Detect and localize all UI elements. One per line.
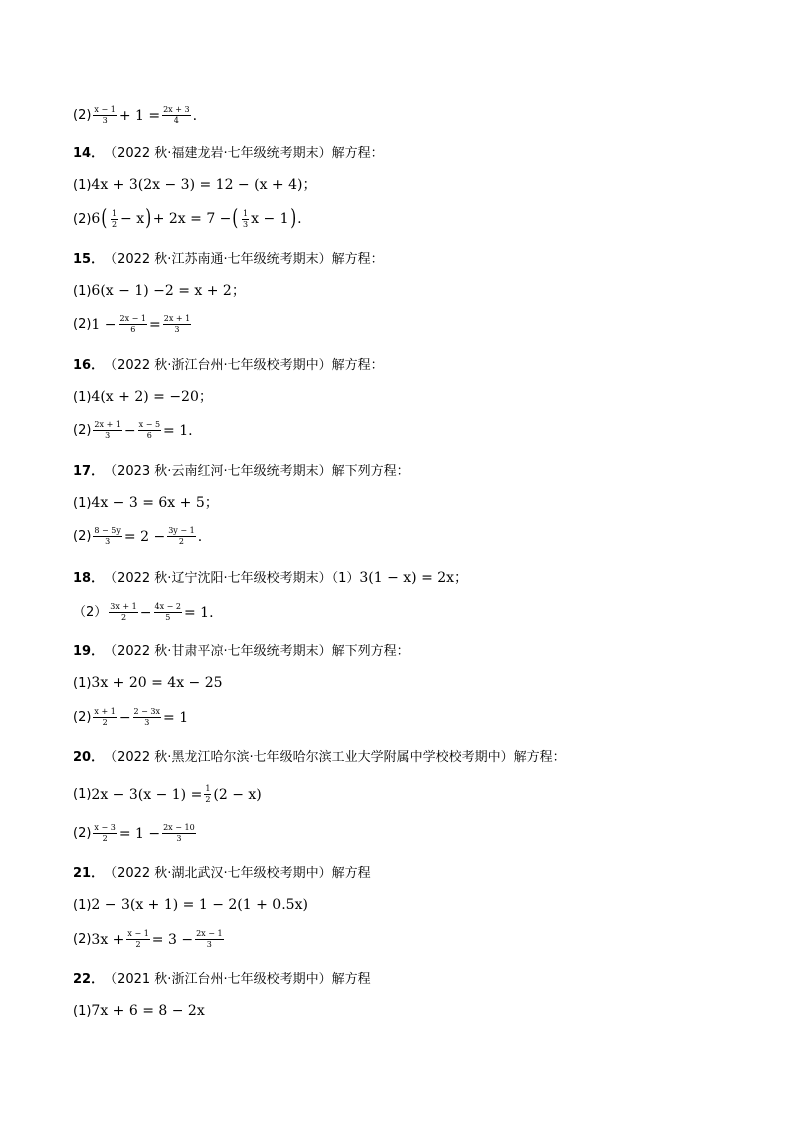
question-15 <box>73 253 384 266</box>
math-text: = 1. <box>183 604 214 621</box>
fraction: $\frac{x - 5}{6}$ <box>138 420 161 440</box>
question-text: （2022 秋·福建龙岩·七年级统考期末）解方程： <box>104 146 384 161</box>
item-prefix: (2) <box>73 108 92 123</box>
question-number: 20． <box>73 750 105 765</box>
math-text: . <box>297 211 302 227</box>
math-expression: 3(1 − x) = 2x； <box>359 570 469 586</box>
item-prefix: (1) <box>73 283 92 299</box>
fraction: $\frac{x - 3}{2}$ <box>94 823 116 843</box>
math-text: . <box>192 107 198 124</box>
equation-13-2 <box>73 106 197 125</box>
question-number: 15． <box>73 252 105 267</box>
equation-21-2 <box>73 930 226 949</box>
item-prefix: (1) <box>73 675 92 691</box>
item-prefix: (1) <box>73 897 92 913</box>
equation-20-2 <box>73 824 198 843</box>
question-text: （2022 秋·辽宁沈阳·七年级校考期末）（1） <box>104 570 360 586</box>
math-expression: 7x + 6 = 8 − 2x <box>91 1003 205 1019</box>
equation-16-2 <box>73 421 193 440</box>
fraction: $\frac{2x - 10}{3}$ <box>163 823 195 843</box>
math-text: . <box>197 528 203 545</box>
question-20 <box>73 751 566 764</box>
fraction: $\frac{2x + 3}{4}$ <box>163 105 190 125</box>
math-text: − <box>139 604 152 621</box>
left-paren: ( <box>101 206 108 231</box>
math-text: 3x + <box>91 931 125 948</box>
question-number: 18． <box>73 570 105 586</box>
fraction: $\frac{4x - 2}{5}$ <box>154 602 181 622</box>
equation-14-2 <box>73 208 302 230</box>
item-prefix: (1) <box>73 389 92 405</box>
item-prefix: (2) <box>73 211 92 227</box>
item-prefix: (2) <box>73 317 92 332</box>
question-text: （2022 秋·浙江台州·七年级校考期中）解方程： <box>104 358 384 373</box>
question-14 <box>73 147 384 160</box>
question-number: 22． <box>73 972 105 987</box>
equation-19-1 <box>73 676 223 690</box>
question-19 <box>73 645 410 658</box>
math-expression: 4x − 3 = 6x + 5； <box>91 495 219 511</box>
question-text: （2021 秋·浙江台州·七年级校考期中）解方程 <box>104 972 371 987</box>
fraction: $\frac{2x + 1}{3}$ <box>94 420 121 440</box>
math-text: + 2x = 7 − <box>152 211 232 227</box>
item-prefix: (2) <box>73 932 92 947</box>
item-prefix: (2) <box>73 710 92 725</box>
right-paren: ) <box>289 206 296 231</box>
equation-14-1 <box>73 178 316 192</box>
fraction: $\frac{x + 1}{2}$ <box>94 707 116 727</box>
math-text: 1 − <box>91 316 117 333</box>
question-21 <box>73 867 371 880</box>
question-18 <box>73 571 468 585</box>
item-prefix: (1) <box>73 787 92 802</box>
item-prefix: (1) <box>73 495 92 511</box>
question-number: 17． <box>73 464 105 479</box>
question-22 <box>73 973 371 986</box>
right-paren: ) <box>145 206 152 231</box>
item-prefix: (2) <box>73 529 92 544</box>
fraction: $\frac{x - 1}{2}$ <box>127 929 149 949</box>
item-prefix: (1) <box>73 1003 92 1019</box>
equation-21-1 <box>73 898 308 912</box>
question-number: 14． <box>73 146 105 161</box>
equation-22-1 <box>73 1004 205 1018</box>
math-text: − <box>123 422 136 439</box>
equation-17-1 <box>73 496 219 510</box>
fraction: $\frac{2x - 1}{3}$ <box>196 929 223 949</box>
question-number: 16． <box>73 358 105 373</box>
math-text: + 1 = <box>118 107 161 124</box>
equation-19-2 <box>73 708 188 727</box>
math-text: 6 <box>91 211 101 227</box>
fraction: $\frac{3x + 1}{2}$ <box>110 602 137 622</box>
fraction: $\frac{2x + 1}{3}$ <box>163 314 191 334</box>
math-text: − x <box>120 211 145 227</box>
math-expression: 4(x + 2) = −20； <box>91 389 213 405</box>
question-text: （2022 秋·甘肃平凉·七年级统考期末）解下列方程： <box>104 644 410 659</box>
equation-17-2 <box>73 527 202 546</box>
math-expression: 2 − 3(x + 1) = 1 − 2(1 + 0.5x) <box>91 897 308 913</box>
fraction: $\frac{2x - 1}{6}$ <box>119 314 146 334</box>
item-prefix: （2） <box>73 605 108 620</box>
fraction: $\frac{x - 1}{3}$ <box>94 105 116 125</box>
math-expression: 3x + 20 = 4x − 25 <box>91 675 223 691</box>
math-expression: 4x + 3(2x − 3) = 12 − (x + 4)； <box>91 177 317 193</box>
math-text: = 1 − <box>118 825 161 842</box>
math-text: − <box>118 709 131 726</box>
math-expression: 6(x − 1) −2 = x + 2； <box>91 283 246 299</box>
item-prefix: (2) <box>73 423 92 438</box>
math-text: = <box>149 316 161 333</box>
question-text: （2022 秋·湖北武汉·七年级校考期中）解方程 <box>104 866 371 881</box>
equation-20-1 <box>73 785 262 804</box>
fraction: $\frac{2 - 3x}{3}$ <box>133 707 161 727</box>
math-text: 2x − 3(x − 1) = <box>91 786 203 803</box>
fraction: $\frac{1}{2}$ <box>111 208 118 229</box>
math-text: x − 1 <box>251 211 289 227</box>
fraction: $\frac{3y - 1}{2}$ <box>168 526 195 546</box>
item-prefix: (1) <box>73 177 92 193</box>
math-text: = 3 − <box>151 931 194 948</box>
equation-18-2 <box>73 603 214 622</box>
equation-15-2 <box>73 315 193 334</box>
fraction: $\frac{8 - 5y}{3}$ <box>94 526 121 546</box>
math-text: = 1. <box>163 422 193 439</box>
question-text: （2022 秋·黑龙江哈尔滨·七年级哈尔滨工业大学附属中学校校考期中）解方程： <box>104 750 566 765</box>
left-paren: ( <box>232 206 239 231</box>
fraction: $\frac{1}{3}$ <box>243 208 249 229</box>
question-text: （2023 秋·云南红河·七年级统考期末）解下列方程： <box>104 464 410 479</box>
math-text: = 1 <box>163 709 189 726</box>
fraction: $\frac{1}{2}$ <box>205 784 211 804</box>
question-number: 19． <box>73 644 105 659</box>
item-prefix: (2) <box>73 826 92 841</box>
math-text: = 2 − <box>123 528 166 545</box>
question-17 <box>73 465 410 478</box>
question-number: 21． <box>73 866 105 881</box>
math-text: (2 − x) <box>213 786 262 803</box>
equation-15-1 <box>73 284 246 298</box>
equation-16-1 <box>73 390 213 404</box>
question-16 <box>73 359 384 372</box>
question-text: （2022 秋·江苏南通·七年级统考期末）解方程： <box>104 252 384 267</box>
